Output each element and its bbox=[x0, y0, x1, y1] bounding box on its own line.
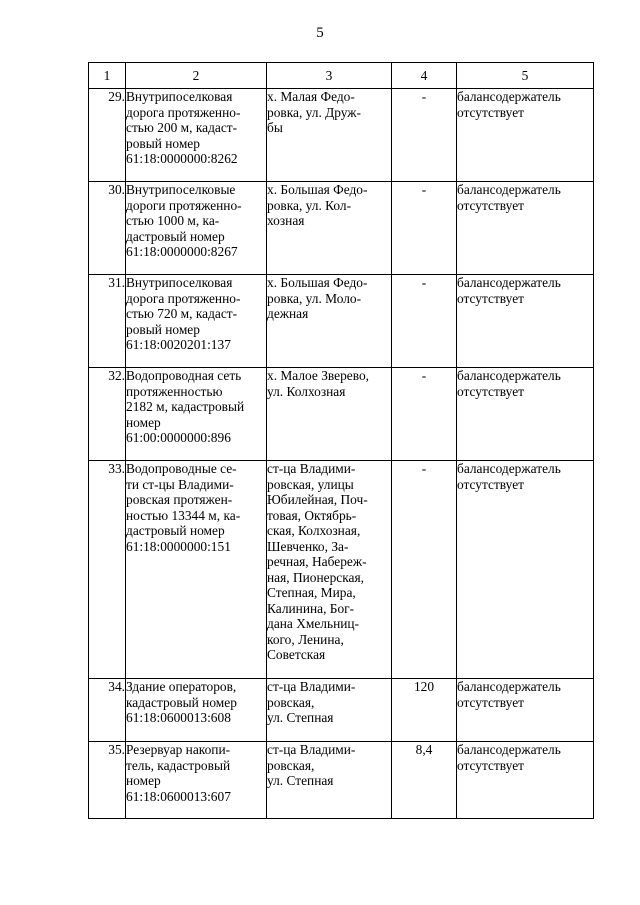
object-name-line: 61:18:0600013:608 bbox=[126, 710, 231, 725]
object-name-line: дастровый номер bbox=[126, 523, 225, 538]
object-name-line: Здание операторов, bbox=[126, 679, 237, 694]
object-name-line: дастровый номер bbox=[126, 228, 225, 244]
location-line: Калинина, Бог- bbox=[267, 600, 355, 616]
balance-holder-line: балансодержатель bbox=[457, 368, 561, 383]
location-cell bbox=[267, 742, 392, 819]
balance-holder-line: отсутствует bbox=[457, 383, 524, 399]
location-line: бы bbox=[267, 120, 283, 135]
balance-holder-line: балансодержатель bbox=[457, 182, 561, 197]
object-name-cell bbox=[126, 742, 267, 819]
table-row bbox=[89, 679, 594, 742]
object-name-line: протяженностью bbox=[126, 383, 223, 399]
object-name-line: ровый номер bbox=[126, 321, 200, 337]
object-name-cell bbox=[126, 89, 267, 182]
object-name-line: дорога протяженно- bbox=[126, 104, 241, 120]
value-cell: 8,4 bbox=[392, 742, 457, 819]
object-name-line: ровская протяжен- bbox=[126, 492, 233, 507]
location-cell bbox=[267, 275, 392, 368]
table-row bbox=[89, 182, 594, 275]
balance-holder-line: отсутствует bbox=[457, 104, 524, 120]
object-name-cell bbox=[126, 368, 267, 461]
location-line: речная, Набереж- bbox=[267, 554, 367, 569]
object-name-line: дороги протяженно- bbox=[126, 197, 242, 213]
balance-holder-line: отсутствует bbox=[457, 476, 524, 492]
balance-holder-line: балансодержатель bbox=[457, 679, 561, 694]
object-name-line: Внутрипоселковые bbox=[126, 182, 236, 197]
balance-holder-line: балансодержатель bbox=[457, 275, 561, 290]
balance-holder-cell bbox=[457, 182, 594, 275]
table-row bbox=[89, 368, 594, 461]
balance-holder-line: отсутствует bbox=[457, 757, 524, 773]
location-line: ровская, bbox=[267, 694, 315, 710]
row-number-cell: 32. bbox=[89, 368, 126, 461]
object-name-line: Водопроводные се- bbox=[126, 461, 237, 476]
balance-holder-cell bbox=[457, 679, 594, 742]
column-header-5: 5 bbox=[457, 63, 594, 89]
object-name-line: 61:18:0020201:137 bbox=[126, 337, 231, 352]
location-line: ровская, улицы bbox=[267, 476, 354, 492]
object-name-line: номер bbox=[126, 773, 161, 788]
object-name-line: 61:00:0000000:896 bbox=[126, 430, 231, 445]
balance-holder-cell bbox=[457, 742, 594, 819]
page-number: 5 bbox=[316, 25, 324, 41]
object-name-line: стью 1000 м, ка- bbox=[126, 213, 220, 228]
object-name-line: 61:18:0600013:607 bbox=[126, 788, 231, 804]
location-line: ровка, ул. Кол- bbox=[267, 197, 352, 213]
table-row bbox=[89, 742, 594, 819]
location-line: ст-ца Владими- bbox=[267, 679, 356, 694]
value-cell: 120 bbox=[392, 679, 457, 742]
object-name-line: Резервуар накопи- bbox=[126, 742, 231, 757]
location-cell bbox=[267, 679, 392, 742]
value-cell: - bbox=[392, 89, 457, 182]
column-header-4: 4 bbox=[392, 63, 457, 89]
row-number-cell: 29. bbox=[89, 89, 126, 182]
location-line: х. Большая Федо- bbox=[267, 275, 368, 290]
location-line: Шевченко, За- bbox=[267, 538, 349, 554]
location-line: ст-ца Владими- bbox=[267, 461, 356, 476]
location-line: ная, Пионерская, bbox=[267, 569, 364, 585]
location-line: ровская, bbox=[267, 757, 315, 773]
location-line: Юбилейная, Поч- bbox=[267, 492, 368, 507]
object-name-line: ти ст-цы Владими- bbox=[126, 476, 234, 492]
table-row bbox=[89, 461, 594, 679]
object-name-line: 61:18:0000000:151 bbox=[126, 538, 231, 554]
location-line: ровка, ул. Друж- bbox=[267, 104, 362, 120]
object-name-line: тель, кадастровый bbox=[126, 757, 231, 773]
location-cell bbox=[267, 182, 392, 275]
balance-holder-line: отсутствует bbox=[457, 290, 524, 306]
table-header-row bbox=[89, 63, 594, 89]
balance-holder-cell bbox=[457, 368, 594, 461]
location-line: х. Малая Федо- bbox=[267, 89, 355, 104]
location-line: Степная, Мира, bbox=[267, 585, 356, 600]
location-line: ул. Колхозная bbox=[267, 383, 346, 399]
location-line: х. Малое Зверево, bbox=[267, 368, 369, 383]
location-line: ская, Колхозная, bbox=[267, 523, 361, 538]
value-cell: - bbox=[392, 182, 457, 275]
location-line: хозная bbox=[267, 213, 305, 228]
object-name-line: 61:18:0000000:8267 bbox=[126, 244, 238, 259]
table-body bbox=[89, 89, 594, 819]
location-cell bbox=[267, 461, 392, 679]
object-name-cell bbox=[126, 461, 267, 679]
object-name-line: Водопроводная сеть bbox=[126, 368, 242, 383]
location-cell bbox=[267, 368, 392, 461]
balance-holder-cell bbox=[457, 275, 594, 368]
table-row bbox=[89, 89, 594, 182]
object-name-line: ровый номер bbox=[126, 135, 200, 151]
property-registry-table bbox=[88, 62, 594, 819]
value-cell: - bbox=[392, 461, 457, 679]
balance-holder-line: балансодержатель bbox=[457, 742, 561, 757]
object-name-cell bbox=[126, 275, 267, 368]
value-cell: - bbox=[392, 368, 457, 461]
object-name-line: стью 720 м, кадаст- bbox=[126, 306, 238, 321]
column-header-2: 2 bbox=[126, 63, 267, 89]
object-name-line: ностью 13344 м, ка- bbox=[126, 507, 241, 523]
object-name-line: стью 200 м, кадаст- bbox=[126, 120, 238, 135]
object-name-cell bbox=[126, 182, 267, 275]
location-line: ул. Степная bbox=[267, 710, 334, 725]
object-name-line: 2182 м, кадастровый bbox=[126, 399, 245, 414]
object-name-line: 61:18:0000000:8262 bbox=[126, 151, 238, 166]
balance-holder-line: отсутствует bbox=[457, 197, 524, 213]
balance-holder-cell bbox=[457, 461, 594, 679]
location-line: ровка, ул. Моло- bbox=[267, 290, 362, 306]
location-cell bbox=[267, 89, 392, 182]
location-line: Советская bbox=[267, 647, 326, 662]
object-name-cell bbox=[126, 679, 267, 742]
object-name-line: дорога протяженно- bbox=[126, 290, 241, 306]
location-line: х. Большая Федо- bbox=[267, 182, 368, 197]
row-number-cell: 34. bbox=[89, 679, 126, 742]
balance-holder-line: балансодержатель bbox=[457, 89, 561, 104]
location-line: товая, Октябрь- bbox=[267, 507, 357, 523]
table-row bbox=[89, 275, 594, 368]
location-line: кого, Ленина, bbox=[267, 631, 344, 647]
location-line: ст-ца Владими- bbox=[267, 742, 356, 757]
balance-holder-line: балансодержатель bbox=[457, 461, 561, 476]
row-number-cell: 33. bbox=[89, 461, 126, 679]
row-number-cell: 30. bbox=[89, 182, 126, 275]
column-header-1: 1 bbox=[89, 63, 126, 89]
location-line: дана Хмельниц- bbox=[267, 616, 360, 631]
balance-holder-cell bbox=[457, 89, 594, 182]
object-name-line: Внутрипоселковая bbox=[126, 89, 233, 104]
balance-holder-line: отсутствует bbox=[457, 694, 524, 710]
object-name-line: кадастровый номер bbox=[126, 694, 237, 710]
location-line: ул. Степная bbox=[267, 773, 334, 788]
object-name-line: номер bbox=[126, 414, 161, 430]
location-line: дежная bbox=[267, 306, 309, 321]
column-header-3: 3 bbox=[267, 63, 392, 89]
row-number-cell: 31. bbox=[89, 275, 126, 368]
row-number-cell: 35. bbox=[89, 742, 126, 819]
value-cell: - bbox=[392, 275, 457, 368]
object-name-line: Внутрипоселковая bbox=[126, 275, 233, 290]
